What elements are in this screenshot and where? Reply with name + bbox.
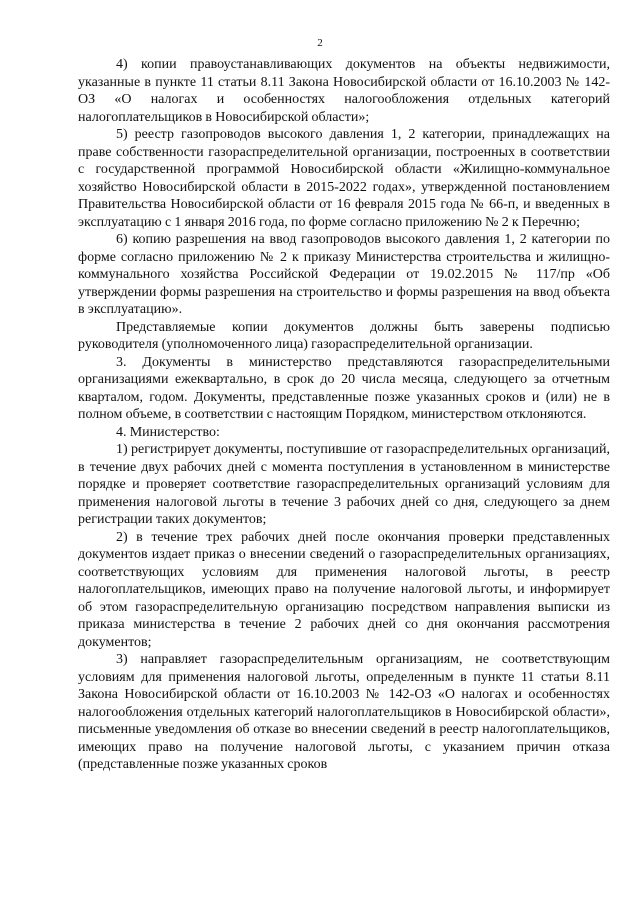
paragraph-section-3-submission: 3. Документы в министерство представляются газораспределительными организациями ежеквартально, в срок до 20 числа месяца, следующего за отчетным кварталом, годом. Документы, представленные позже указанных сроков и (или) не в полном объеме, в соответствии с настоящим Порядком, министерством отклоняются. [78, 354, 610, 422]
page-number: 2 [317, 37, 323, 49]
paragraph-section-4-heading: 4. Министерство: [116, 424, 220, 440]
paragraph-item-5-pipeline-registry: 5) реестр газопроводов высокого давления 1, 2 категории, принадлежащих на праве собственности газораспределительной организации, построенных в соответствии с государственной программой Новосибирской области «Жилищно-коммунальное хозяйство Новосибирской области в 2015-2022 годах», утвержденной постановлением Правительства Новосибирской области от 16 февраля 2015 года № 66-п, и введенных в эксплуатацию с 1 января 2016 года, по форме согласно приложению № 2 к Перечню; [78, 127, 610, 230]
paragraph-item-6-commissioning-permit: 6) копию разрешения на ввод газопроводов высокого давления 1, 2 категории по форме согласно приложению № 2 к приказу Министерства строительства и жилищно-коммунального хозяйства Российской Федерации от 19.02.2015 № 117/пр «Об утверждении формы разрешения на строительство и формы разрешения на ввод объекта в эксплуатацию». [78, 232, 610, 317]
paragraph-item-4-property-documents: 4) копии правоустанавливающих документов на объекты недвижимости, указанные в пункте 11 статьи 8.11 Закона Новосибирской области от 16.10.2003 № 142-ОЗ «О налогах и особенностях налогообложения отдельных категорий налогоплательщиков в Новосибирской области»; [78, 57, 610, 125]
paragraph-subitem-1-registration: 1) регистрирует документы, поступившие от газораспределительных организаций, в течение двух рабочих дней с момента поступления в установленном в министерстве порядке и проверяет соответствие газораспределительных организаций условиям для применения налоговой льготы в течение 3 рабочих дней со дня, следующего за днем регистрации таких документов; [78, 442, 610, 527]
paragraph-certification-note: Представляемые копии документов должны быть заверены подписью руководителя (уполномоченного лица) газораспределительной организации. [78, 319, 610, 352]
paragraph-subitem-2-order: 2) в течение трех рабочих дней после окончания проверки представленных документов издает приказ о внесении сведений о газораспределительных организациях, соответствующих условиям для применения налоговой льготы, в реестр налогоплательщиков, имеющих право на получение налоговой льготы, и информирует об этом газораспределительную организацию посредством направления выписки из приказа министерства в течение 2 рабочих дней со дня окончания рассмотрения документов; [78, 529, 610, 650]
paragraph-subitem-3-refusal: 3) направляет газораспределительным организациям, не соответствующим условиям для применения налоговой льготы, определенным в пункте 11 статьи 8.11 Закона Новосибирской области от 16.10.2003 № 142-ОЗ «О налогах и особенностях налогообложения отдельных категорий налогоплательщиков в Новосибирской области», письменные уведомления об отказе во внесении сведений в реестр налогоплательщиков, имеющих право на получение налоговой льготы, с указанием причин отказа (представленные позже указанных сроков [78, 652, 610, 772]
document-body [78, 56, 610, 774]
